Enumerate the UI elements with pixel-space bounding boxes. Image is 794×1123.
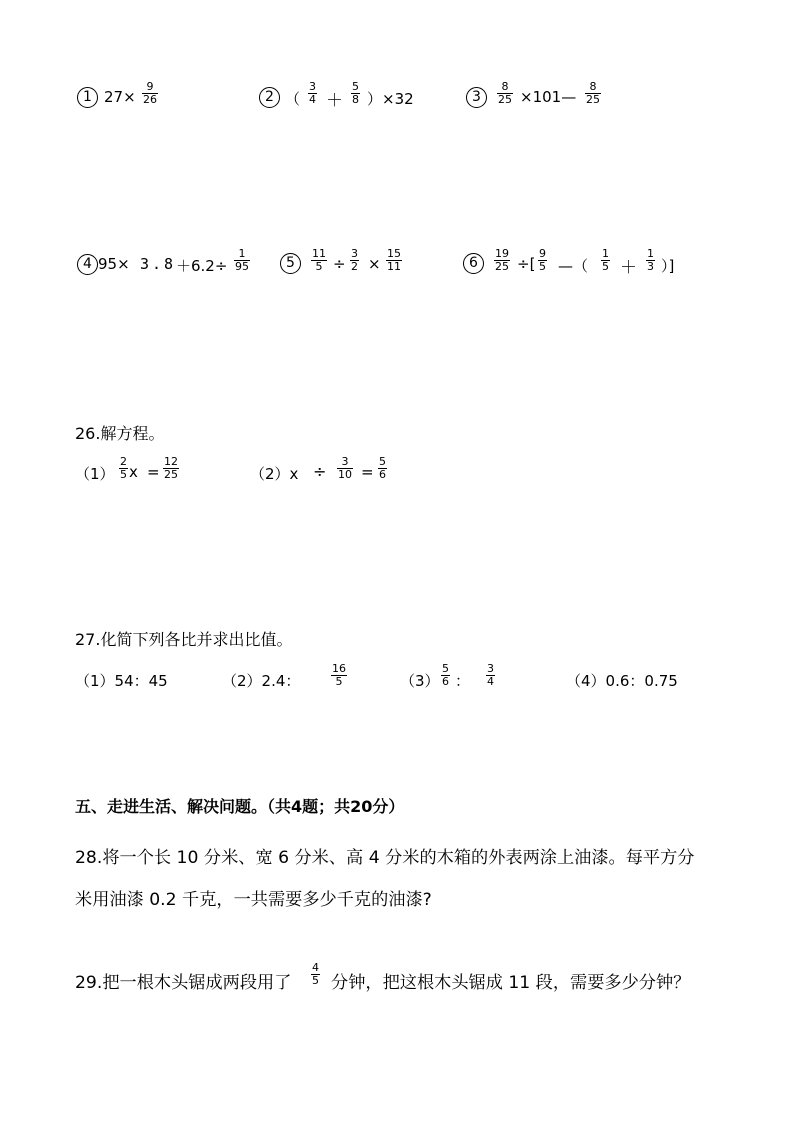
fraction (351, 81, 360, 106)
fraction (646, 248, 655, 273)
fraction (331, 663, 347, 688)
denominator: 6 (379, 468, 386, 481)
circled-number-1: 1 (77, 87, 98, 108)
fraction (308, 81, 317, 106)
numerator: 3 (351, 247, 358, 260)
fraction (142, 81, 158, 106)
numerator: 2 (120, 455, 127, 468)
denominator: 25 (495, 260, 509, 273)
variable-x: x (129, 463, 138, 481)
numerator: 3 (337, 456, 353, 469)
numerator: 4 (312, 961, 319, 974)
numerator: 16 (332, 662, 346, 675)
denominator: 5 (312, 974, 319, 987)
fraction (386, 248, 402, 273)
fraction (234, 248, 250, 273)
expr-text: （ (285, 90, 301, 108)
denominator: 25 (498, 93, 512, 106)
denominator: 11 (387, 260, 401, 273)
question-text-line-1: 28.将一个长 10 分米、宽 6 分米、高 4 分米的木箱的外表两涂上油漆。每平方分 (75, 848, 695, 868)
denominator: 5 (120, 468, 127, 481)
numerator: 8 (497, 81, 513, 94)
numerator: 3 (487, 662, 494, 675)
denominator: 26 (143, 93, 157, 106)
circled-number-4: 4 (77, 254, 98, 275)
fraction (585, 81, 601, 106)
fraction (163, 456, 179, 481)
circled-number-6: 6 (463, 253, 484, 274)
circled-number-3: 3 (466, 87, 487, 108)
circled-number-2: 2 (259, 87, 280, 108)
fraction (494, 248, 510, 273)
numerator: 8 (585, 81, 601, 94)
plus-sign: ＋ (326, 91, 343, 111)
equation-label: （1） (75, 465, 115, 483)
numerator: 11 (312, 247, 326, 260)
fraction (486, 663, 495, 688)
numerator: 9 (142, 81, 158, 94)
denominator: 10 (338, 468, 352, 481)
plus-sign: ＋ (620, 258, 637, 278)
equation-label: （2）x (250, 465, 299, 483)
operator: ）] (661, 257, 675, 275)
denominator: 3 (647, 260, 654, 273)
ratio-4: （4）0.6：0.75 (566, 672, 678, 690)
numerator: 5 (379, 455, 386, 468)
fraction (119, 456, 128, 481)
fraction (311, 962, 320, 987)
fraction (337, 456, 353, 481)
operator: ÷ (333, 255, 346, 273)
denominator: 4 (487, 675, 494, 688)
fraction (350, 248, 359, 273)
fraction (538, 248, 547, 273)
operator: ÷[ (517, 255, 536, 273)
ratio-label: （3） (400, 672, 440, 690)
denominator: 25 (586, 93, 600, 106)
fraction (378, 456, 387, 481)
numerator: 9 (539, 247, 546, 260)
denominator: 8 (352, 93, 359, 106)
question-text-start: 29.把一根木头锯成两段用了 (75, 973, 292, 993)
denominator: 2 (351, 260, 358, 273)
equals-sign: = (361, 463, 374, 481)
fraction (497, 81, 513, 106)
question-title: 27.化简下列各比并求出比值。 (75, 630, 293, 649)
question-text-line-2: 米用油漆 0.2 千克，一共需要多少千克的油漆? (75, 890, 432, 910)
numerator: 5 (442, 662, 449, 675)
denominator: 5 (539, 260, 546, 273)
expr-text: ＋6.2÷ (176, 257, 228, 275)
denominator: 25 (164, 468, 178, 481)
circled-number-5: 5 (280, 253, 301, 274)
numerator: 1 (602, 247, 609, 260)
decimal-number: 3.8 (140, 255, 177, 273)
expr-text: 95× (98, 255, 130, 273)
ratio-1: （1）54：45 (75, 672, 168, 690)
numerator: 3 (309, 80, 316, 93)
expr-text: 27× (104, 88, 136, 106)
denominator: 5 (335, 675, 343, 688)
numerator: 15 (387, 247, 401, 260)
operator: —（ (558, 257, 589, 275)
numerator: 5 (352, 80, 359, 93)
expr-text: ×101— (520, 88, 577, 106)
denominator: 5 (315, 260, 323, 273)
numerator: 19 (495, 247, 509, 260)
denominator: 5 (602, 260, 609, 273)
section-heading: 五、走进生活、解决问题。（共4题；共20分） (75, 797, 405, 816)
numerator: 12 (164, 455, 178, 468)
ratio-label: （2）2.4： (222, 672, 301, 690)
question-text-end: 分钟，把这根木头锯成 11 段，需要多少分钟？ (331, 973, 691, 993)
question-title: 26.解方程。 (75, 424, 165, 443)
denominator: 95 (235, 260, 249, 273)
numerator: 1 (647, 247, 654, 260)
fraction (601, 248, 610, 273)
operator: × (368, 255, 381, 273)
expr-text: ）×32 (367, 90, 414, 108)
colon: ： (455, 672, 471, 690)
numerator: 1 (234, 248, 250, 261)
fraction (441, 663, 450, 688)
denominator: 6 (442, 675, 449, 688)
denominator: 4 (309, 93, 316, 106)
operator: ÷ (313, 462, 327, 481)
equals-sign: = (147, 463, 160, 481)
fraction (311, 248, 327, 273)
